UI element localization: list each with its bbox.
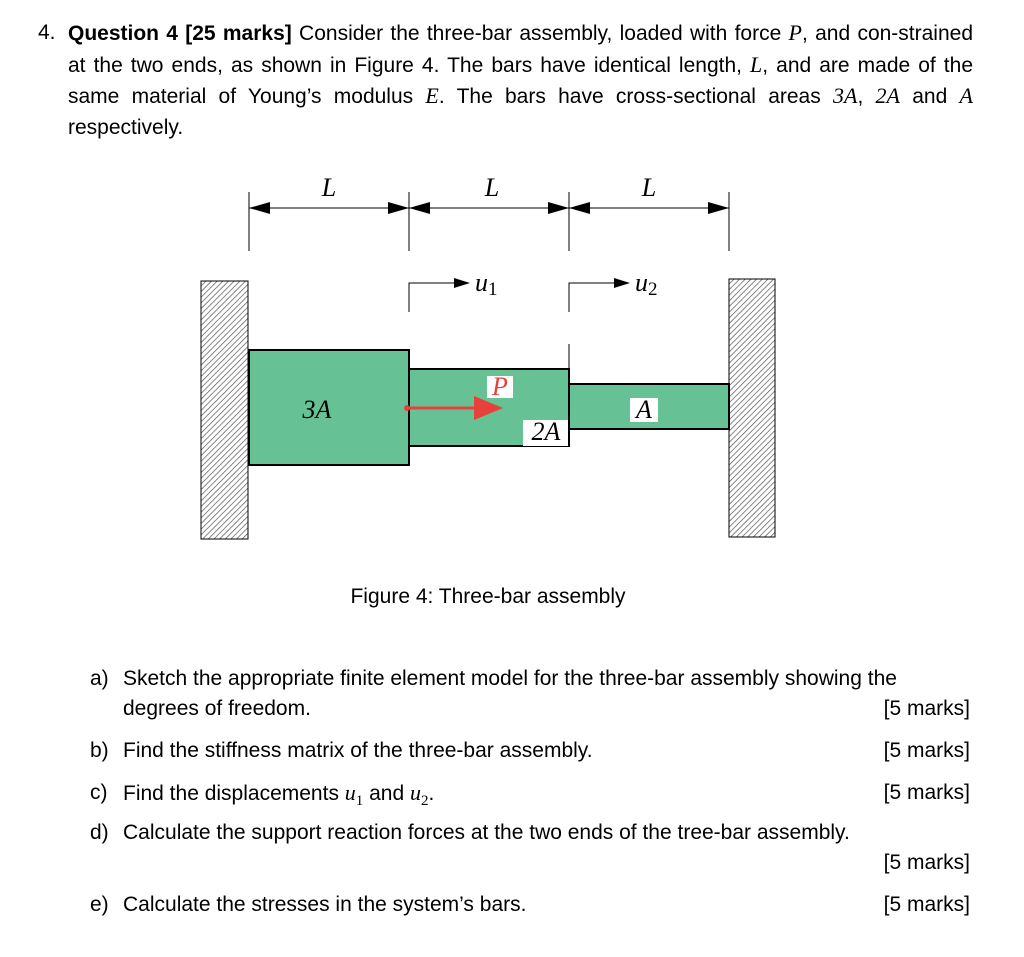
part-a: a) Sketch the appropriate finite element model for the three-bar assembly showing the degrees of freedom. [5 marks] [90,664,970,726]
force-label: P [492,372,508,401]
part-b: b) Find the stiffness matrix of the three-bar assembly. [5 marks] [90,736,970,778]
bar-2a-label: 2A [531,417,561,446]
dim-label-3: L [641,173,657,202]
question-title: Question 4 [25 marks] [68,22,292,45]
question-header [38,18,973,143]
dim-label-2: L [484,173,500,202]
part-e-marks: [5 marks] [883,893,970,916]
question-number: 4. [38,21,56,44]
part-d-marks: [5 marks] [883,851,970,874]
u2-indicator [569,278,630,312]
three-bar-figure [0,160,1024,560]
question-parts [90,664,970,920]
figure-caption: Figure 4: Three-bar assembly [350,585,626,608]
part-d: d) Calculate the support reaction forces at the two ends of the tree-bar assembly. [5 marks] [90,818,970,890]
part-e: e) Calculate the stresses in the system’s bars. [5 marks] [90,890,970,920]
right-wall [729,279,775,537]
u1-indicator [409,278,470,312]
part-c: c) Find the displacements $u_1$ and $u_2$. [5 marks] [90,780,970,810]
question-text: Question 4 [25 marks] Consider the three-bar assembly, loaded with force P, and con-strained at the two ends, as shown in Figure 4. The bars have identical length, L, and are made of the same material of Young’s modulus E. The bars have cross-sectional areas 3A, 2A and A respectively. [68,20,973,139]
u2-label: u2 [635,268,658,300]
bar-3a-label: 3A [302,395,332,424]
bar-a-label: A [636,395,652,424]
left-wall [201,281,248,539]
part-b-marks: [5 marks] [883,739,970,762]
part-a-marks: [5 marks] [883,697,970,720]
u1-label: u1 [475,268,498,300]
dim-label-1: L [321,173,337,202]
part-c-marks: [5 marks] [883,781,970,804]
